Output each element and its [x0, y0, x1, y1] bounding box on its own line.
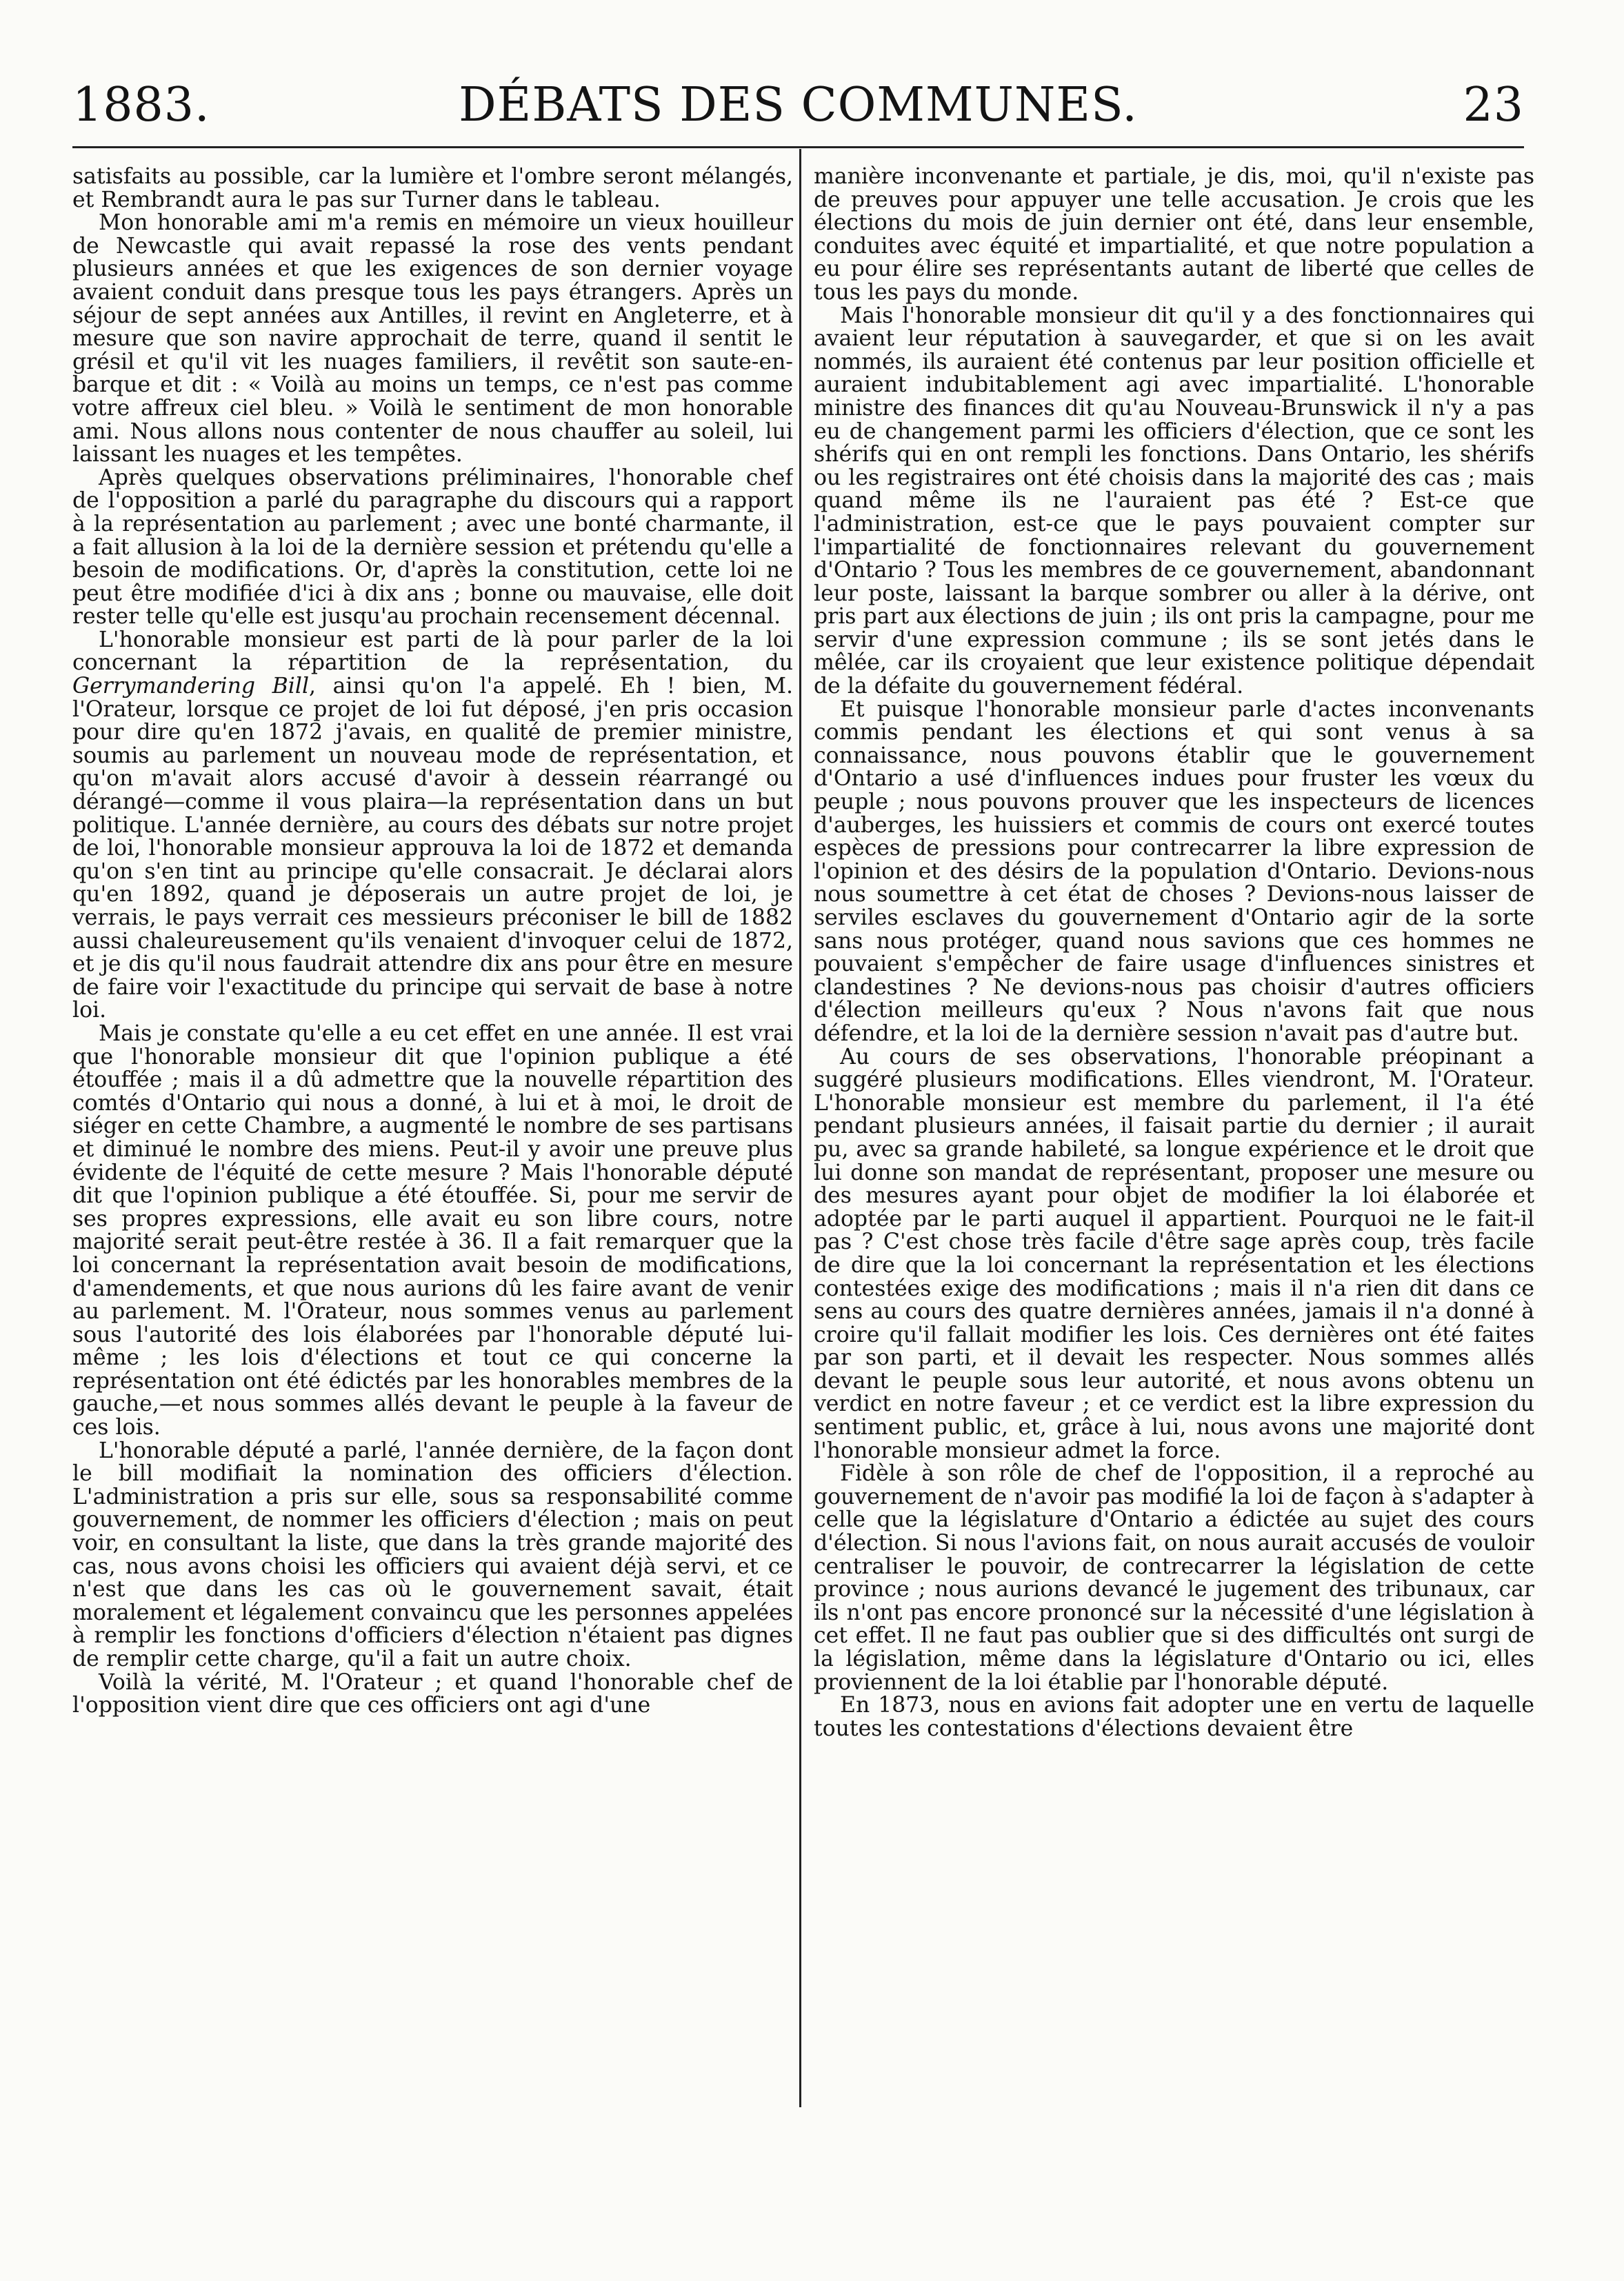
header-year: 1883.	[72, 78, 210, 132]
left-paragraph-2: Mon honorable ami m'a remis en mémoire un vieux houilleur de Newcastle qui avait repassé la rose des vents pendant plusieurs années et que les exigences de son dernier voyage avaient conduit dans presque tous les pays étrangers. Après un séjour de sept années aux Antilles, il revint en Angleterre, et à mesure que son navire approchait de terre, quand il sentit le grésil et qu'il vit les nuages familiers, il revêtit son saute-en-barque et dit : « Voilà au moins un temps, ce n'est pas comme votre affreux ciel bleu. » Voilà le sentiment de mon honorable ami. Nous allons nous contenter de nous chauffer au soleil, lui laissant les nuages et les tempêtes.	[72, 210, 793, 468]
right-column	[814, 165, 1534, 2138]
header-title: DÉBATS DES COMMUNES.	[459, 78, 1138, 132]
right-paragraph-6: En 1873, nous en avions fait adopter une en vertu de laquelle toutes les contestations d'élections devaient être	[814, 1693, 1534, 1741]
right-paragraph-4: Au cours de ses observations, l'honorable préopinant a suggéré plusieurs modifications. Elles viendront, M. l'Orateur. L'honorable monsieur est membre du parlement, il l'a été pendant plusieurs années, il faisait partie du dernier ; il aurait pu, avec sa grande habileté, sa longue expérience et le droit que lui donne son mandat de représentant, proposer une mesure ou des mesures ayant pour objet de modifier la loi élaborée et adoptée par le parti auquel il appartient. Pourquoi ne le fait-il pas ? C'est chose très facile d'être sage après coup, très facile de dire que la loi concernant la représentation et les élections contestées exige des modifications ; mais il n'a rien dit dans ce sens au cours des quatre dernières années, jamais il n'a donné à croire qu'il fallait modifier les lois. Ces dernières ont été faites par son parti, et il devait les respecter. Nous sommes allés devant le peuple sous leur autorité, et nous avons obtenu un verdict en notre faveur ; et ce verdict est la libre expression du sentiment public, et, grâce à lui, nous avons une majorité dont l'honorable monsieur admet la force.	[814, 1044, 1534, 1463]
page-number: 23	[1463, 78, 1524, 132]
page-header	[72, 74, 1524, 137]
right-paragraph-1: manière inconvenante et partiale, je dis, moi, qu'il n'existe pas de preuves pour appuyer une telle accusation. Je crois que les élections du mois de juin dernier ont été, dans leur ensemble, conduites avec équité et impartialité, et que notre population a eu pour élire ses représentants autant de liberté que celles de tous les pays du monde.	[814, 165, 1534, 305]
right-paragraph-2: Mais l'honorable monsieur dit qu'il y a des fonctionnaires qui avaient leur réputation à sauvegarder, et que si on les avait nommés, ils auraient été contenus par leur position officielle et auraient indubitablement agi avec impartialité. L'honorable ministre des finances dit qu'au Nouveau-Brunswick il n'y a pas eu de changement parmi les officiers d'élection, que ce sont les shérifs qui en ont rempli les fonctions. Dans Ontario, les shérifs ou les registraires ont été choisis dans la majorité des cas ; mais quand même ils ne l'auraient pas été ? Est-ce que l'administration, est-ce que le pays pouvaient compter sur l'impartialité de fonctionnaires relevant du gouvernement d'Ontario ? Tous les membres de ce gouvernement, abandonnant leur poste, laissant la barque sombrer ou aller à la dérive, ont pris part aux élections de juin ; ils ont pris la campagne, pour me servir d'une expression commune ; ils se sont jetés dans le mêlée, car ils croyaient que leur existence politique dépendait de la défaite du gouvernement fédéral.	[814, 303, 1534, 699]
left-paragraph-4	[72, 629, 793, 1023]
left-paragraph-5: Mais je constate qu'elle a eu cet effet en une année. Il est vrai que l'honorable monsieur dit que l'opinion publique a été étouffée ; mais il a dû admettre que la nouvelle répartition des comtés d'Ontario qui nous a donné, à lui et à moi, le droit de siéger en cette Chambre, a augmenté le nombre de ses partisans et diminué le nombre des miens. Peut-il y avoir une preuve plus évidente de l'équité de cette mesure ? Mais l'honorable député dit que l'opinion publique a été étouffée. Si, pour me servir de ses propres expressions, elle avait eu son libre cours, notre majorité serait peut-être restée à 36. Il a fait remarquer que la loi concernant la représentation avait besoin de modifications, d'amendements, et que nous aurions dû les faire avant de venir au parlement. M. l'Orateur, nous sommes venus au parlement sous l'autorité des lois élaborées par l'honorable député lui-même ; les lois d'élections et tout ce qui concerne la représentation ont été édictés par les honorables membres de la gauche,—et nous sommes allés devant le peuple à la faveur de ces lois.	[72, 1021, 793, 1440]
right-paragraph-3: Et puisque l'honorable monsieur parle d'actes inconvenants commis pendant les élections et qui sont venus à sa connaissance, nous pouvons établir que le gouvernement d'Ontario a usé d'influences indues pour fruster les vœux du peuple ; nous pouvons prouver que les inspecteurs de licences d'auberges, les huissiers et commis de cours ont exercé toutes espèces de pressions pour contrecarrer la libre expression de l'opinion et des désirs de la population d'Ontario. Devions-nous nous soumettre à cet état de choses ? Devions-nous laisser de serviles esclaves du gouvernement d'Ontario agir de la sorte sans nous protéger, quand nous savions que ces hommes ne pouvaient s'empêcher de faire usage d'influences sinistres et clandestines ? Ne devions-nous pas choisir d'autres officiers d'élection meilleurs qu'eux ? Nous n'avons fait que nous défendre, et la loi de la dernière session n'avait pas d'autre but.	[814, 696, 1534, 1046]
left-paragraph-6: L'honorable député a parlé, l'année dernière, de la façon dont le bill modifiait la nomination des officiers d'élection. L'administration a pris sur elle, sous sa responsabilité comme gouvernement, de nommer les officiers d'élection ; mais on peut voir, en consultant la liste, que dans la très grande majorité des cas, nous avons choisi les officiers qui avaient déjà servi, et ce n'est que dans les cas où le gouvernement savait, était moralement et légalement convaincu que les personnes appelées à remplir les fonctions d'officiers d'élection n'étaient pas dignes de remplir cette charge, qu'il a fait un autre choix.	[72, 1438, 793, 1671]
left-column	[72, 165, 793, 2138]
left-paragraph-3: Après quelques observations préliminaires, l'honorable chef de l'opposition a parlé du paragraphe du discours qui a rapport à la représentation au parlement ; avec une bonté charmante, il a fait allusion à la loi de la dernière session et prétendu qu'elle a besoin de modifications. Or, d'après la constitution, cette loi ne peut être modifiée d'ici à dix ans ; bonne ou mauvaise, elle doit rester telle qu'elle est jusqu'au prochain recensement décennal.	[72, 465, 793, 630]
right-paragraph-5: Fidèle à son rôle de chef de l'opposition, il a reproché au gouvernement de n'avoir pas modifié la loi de façon à s'adapter à celle que la législature d'Ontario a édictée au sujet des cours d'élection. Si nous l'avions fait, on nous aurait accusés de vouloir centraliser le pouvoir, de contrecarrer la législation de cette province ; nous aurions devancé le jugement des tribunaux, car ils n'ont pas encore prononcé sur la nécessité d'une législation à cet effet. Il ne faut pas oublier que si des difficultés ont surgi de la législation, même dans la législature d'Ontario ou ici, elles proviennent de la loi établie par l'honorable député.	[814, 1461, 1534, 1695]
left-paragraph-1: satisfaits au possible, car la lumière et l'ombre seront mélangés, et Rembrandt aura le pas sur Turner dans le tableau.	[72, 165, 793, 212]
left-paragraph-7: Voilà la vérité, M. l'Orateur ; et quand l'honorable chef de l'opposition vient dire que ces officiers ont agi d'une	[72, 1669, 793, 1718]
column-divider	[799, 149, 801, 2107]
header-rule	[72, 146, 1524, 148]
left-paragraph-4-start: L'honorable monsieur est parti de là pour parler de la loi concernant la répartition de la représentation, du	[72, 627, 793, 676]
left-paragraph-4-end: , ainsi qu'on l'a appelé. Eh ! bien, M. l'Orateur, lorsque ce projet de loi fut déposé, j'en pris occasion pour dire qu'en 1872 j'avais, en qualité de premier ministre, soumis au parlement un nouveau mode de représentation, et qu'on m'avait alors accusé d'avoir à dessein réarrangé ou dérangé—comme il vous plaira—la représentation dans un but politique. L'année dernière, au cours des débats sur notre projet de loi, l'honorable monsieur approuva la loi de 1872 et demanda qu'on s'en tint au principe qu'elle consacrait. Je déclarai alors qu'en 1892, quand je déposerais un autre projet de loi, je verrais, le pays verrait ces messieurs préconiser le bill de 1882 aussi chaleureusement qu'ils venaient d'invoquer celui de 1872, et je dis qu'il nous faudrait attendre dix ans pour être en mesure de faire voir l'exactitude du principe qui servait de base à notre loi.	[72, 674, 793, 1023]
gerrymandering-bill-title: Gerrymandering Bill	[72, 674, 310, 699]
